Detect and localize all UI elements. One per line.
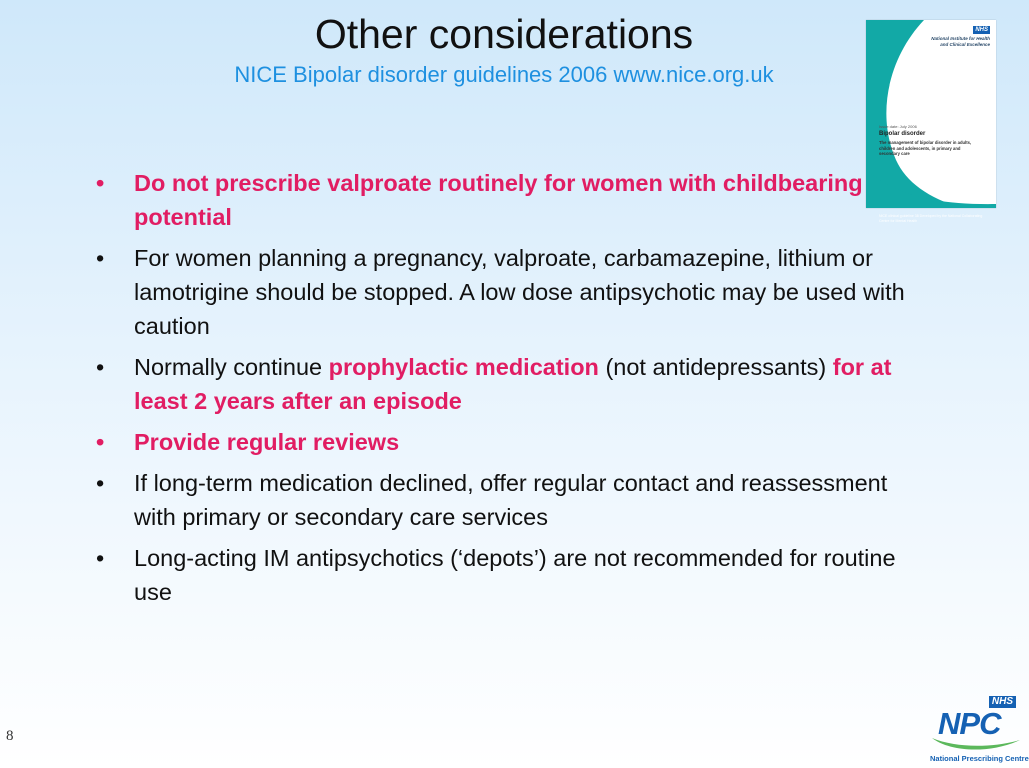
page-number: 8 [6, 728, 14, 744]
bullet-text: Normally continue [134, 354, 329, 380]
bullet-item [96, 241, 926, 343]
cover-subtitle: The management of bipolar disorder in adults, children and adolescents, in primary and secondary care [879, 140, 972, 156]
bullet-text: For women planning a pregnancy, valproate, carbamazepine, lithium or lamotrigine should be stopped. A low dose antipsychotic may be used with caution [134, 245, 905, 339]
bullet-marker: • [96, 470, 105, 496]
bullet-item [96, 541, 926, 609]
bullet-text: If long-term medication declined, offer regular contact and reassessment with primary or secondary care services [134, 470, 888, 530]
npc-nhs-badge: NHS [989, 696, 1016, 708]
bullet-marker: • [96, 354, 105, 380]
npc-swoosh-icon [930, 734, 1022, 754]
bullet-highlight: for at least 2 years after an episode [134, 354, 892, 414]
bullet-text: (not antidepressants) [598, 354, 833, 380]
bullet-highlight: prophylactic medication [328, 354, 599, 380]
bullet-text: Do not prescribe valproate routinely for women with childbearing potential [134, 170, 863, 230]
slide-subtitle: NICE Bipolar disorder guidelines 2006 www.nice.org.uk [234, 62, 774, 87]
npc-logo [926, 694, 1029, 768]
bullet-text: Provide regular reviews [134, 429, 400, 455]
bullet-list [96, 166, 926, 616]
bullet-marker: • [96, 429, 105, 455]
bullet-text: Long-acting IM antipsychotics (‘depots’) are not recommended for routine use [134, 545, 896, 605]
bullet-item [96, 350, 926, 418]
npc-caption: National Prescribing Centre [930, 754, 1029, 763]
bullet-item [96, 425, 926, 459]
npc-logo-text: NPC [938, 706, 1001, 741]
bullet-marker: • [96, 545, 105, 571]
slide-title: Other considerations [314, 11, 694, 57]
bullet-item [96, 466, 926, 534]
cover-nhs-badge: NHS [975, 27, 988, 33]
bullet-item [96, 166, 874, 234]
cover-title: Bipolar disorder [879, 131, 926, 137]
cover-organisation: National Institute for Health and Clinical Excellence [931, 36, 990, 47]
bullet-marker: • [96, 245, 105, 271]
cover-footer: NICE clinical guideline 38 Developed by the National Collaborating Centre for Mental Health [879, 214, 983, 223]
cover-issue-date: Issue date: July 2006 [879, 124, 917, 129]
bullet-marker: • [96, 170, 105, 196]
